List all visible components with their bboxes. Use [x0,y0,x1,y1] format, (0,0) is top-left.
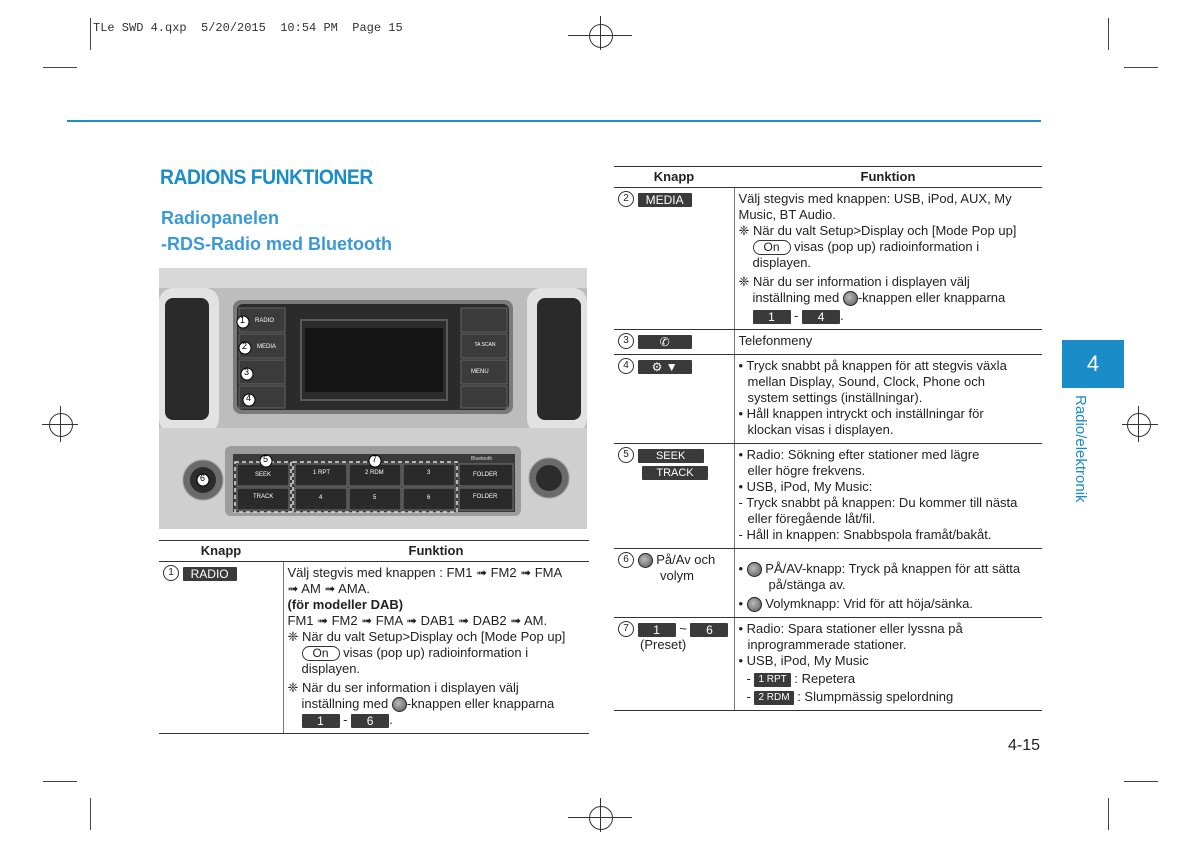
subtitle-rds: -RDS-Radio med Bluetooth [161,234,392,254]
panel-label-bluetooth: Bluetooth [471,456,493,462]
desc-line: FM1 ➟ FM2 ➟ FMA ➟ DAB1 ➟ DAB2 ➟ AM. [287,613,548,628]
desc-line: på/stänga av. [768,577,846,593]
table-row [614,549,1042,618]
panel-label-preset-3: 3 [427,470,431,476]
key-label: (Preset) [640,637,687,653]
radio-button-icon: RADIO [183,567,237,581]
desc-line: - Tryck snabbt på knappen: Du kommer till nästa [738,495,1018,511]
panel-label-media: MEDIA [257,344,277,350]
desc-line: Telefonmeny [738,333,813,349]
callout-7: 7 [372,454,378,464]
panel-label-preset-4: 4 [319,495,323,501]
volume-knob-icon [747,597,762,612]
table-row: 7 1 ~ 6 (Preset) • Radio: Spara stationer eller lyssna på inprogrammerade stationer. • USB, iPod, My Music - 1 RPT : Repetera - 2 RDM : Slumpmässig spelordning [614,618,1042,711]
panel-label-preset-1: 1 RPT [313,470,331,476]
desc-line: • Volymknapp: Vrid för att höja/sänka. [738,596,973,612]
panel-label-track: TRACK [253,494,274,500]
tune-knob-icon [843,291,858,306]
panel-label-radio: RADIO [255,318,275,324]
key-label: volym [660,568,694,584]
panel-label-preset-6: 6 [427,495,431,501]
preset-4-icon: 4 [802,310,840,324]
power-volume-knob-icon [638,553,653,568]
desc-line: ➟ AM ➟ AMA. [287,581,370,596]
print-header: TLe SWD 4.qxp 5/20/2015 10:54 PM Page 15 [93,21,403,35]
callout-6: 6 [200,473,206,483]
setup-gear-icon: ⚙ ▼ [638,360,692,374]
row-number: 2 [618,191,634,207]
note-line: ❈ När du ser information i displayen välj [738,274,970,289]
chapter-label: Radio/elektronik [1072,395,1089,503]
desc-line: • USB, iPod, My Music: [738,479,873,495]
desc-line: Välj stegvis med knappen: USB, iPod, AUX, My [738,191,1012,206]
preset-6-icon: 6 [351,714,389,728]
callout-4: 4 [246,393,252,403]
desc-line: - Håll in knappen: Snabbspola framåt/bakåt. [738,527,992,543]
desc-line: • Håll knappen intryckt och inställningar för [738,406,984,422]
left-function-table [159,540,589,734]
desc-line: klockan visas i displayen. [747,422,894,438]
row-number: 5 [618,447,634,463]
table-row [159,562,589,734]
callout-1: 1 [240,315,246,325]
preset-6-icon: 6 [690,623,728,637]
preset-1-icon: 1 [753,310,791,324]
note-line: displayen. [301,661,361,676]
rdm-button-icon: 2 RDM [754,691,793,705]
panel-label-folder-up: FOLDER [473,472,498,478]
panel-label-seek: SEEK [255,472,272,478]
right-function-table [614,166,1042,711]
note-line: ❈ När du ser information i displayen välj [287,680,519,695]
key-label: På/Av och [656,552,716,568]
top-rule [67,120,1041,122]
seek-button-icon: SEEK [638,449,704,463]
row-number: 6 [618,552,634,568]
row-number: 7 [618,621,634,637]
desc-line: • Tryck snabbt på knappen för att stegvis växla [738,358,1007,374]
subtitle-radiopanel: Radiopanelen [161,208,280,228]
desc-line: • Radio: Sökning efter stationer med lägre [738,447,980,463]
callout-5: 5 [263,454,269,464]
table-row [614,188,1042,330]
desc-line: Välj stegvis med knappen : FM1 ➟ FM2 ➟ FMA [287,565,563,580]
desc-line: (för modeller DAB) [287,597,404,612]
radio-panel-drawing [159,268,587,529]
note-line: ❈ När du valt Setup>Display och [Mode Pop up] [287,629,566,644]
row-number: 1 [163,565,179,581]
section-title: RADIONS FUNKTIONER [160,166,373,189]
desc-line: - 1 RPT : Repetera [746,671,856,687]
row-number: 4 [618,358,634,374]
desc-line: mellan Display, Sound, Clock, Phone och [747,374,985,390]
callout-3: 3 [244,367,250,377]
desc-line: - 2 RDM : Slumpmässig spelordning [746,689,954,705]
note-line: inställning med -knappen eller knapparna [752,290,1006,305]
preset-1-icon: 1 [302,714,340,728]
col-header-funktion: Funktion [734,167,1042,188]
radio-panel-photo [159,268,587,529]
power-knob-icon [747,562,762,577]
note-line: On visas (pop up) radioinformation i [288,645,586,661]
page-number: 4-15 [1008,737,1041,754]
callout-2: 2 [242,341,248,351]
table-row [614,330,1042,355]
note-line: ❈ När du valt Setup>Display och [Mode Pop up] [738,223,1017,238]
note-line: displayen. [752,255,812,270]
desc-line: system settings (inställningar). [747,390,923,406]
note-line: On visas (pop up) radioinformation i [739,239,1039,255]
media-button-icon: MEDIA [638,193,692,207]
preset-1-icon: 1 [638,623,676,637]
table-row [614,355,1042,444]
desc-line: Music, BT Audio. [738,207,836,222]
on-pill-icon: On [302,646,340,661]
desc-line: • PÅ/AV-knapp: Tryck på knappen för att sätta [738,561,1021,577]
col-header-funktion: Funktion [283,541,589,562]
panel-label-folder-down: FOLDER [473,494,498,500]
table-row [614,444,1042,549]
panel-label-preset-5: 5 [373,495,377,501]
chapter-tab: 4 [1062,340,1124,388]
on-pill-icon: On [753,240,791,255]
rpt-button-icon: 1 RPT [754,673,790,687]
col-header-knapp: Knapp [159,541,283,562]
track-button-icon: TRACK [642,466,708,480]
phone-icon: ✆ [638,335,692,349]
note-line: 1 - 6 . [288,712,586,728]
tune-knob-icon [392,697,407,712]
desc-line: • Radio: Spara stationer eller lyssna på [738,621,963,637]
desc-line: eller högre frekvens. [747,463,866,479]
desc-line: • USB, iPod, My Music [738,653,869,669]
panel-label-ta-scan: TA SCAN [474,342,496,348]
panel-label-preset-2: 2 RDM [365,470,384,476]
col-header-knapp: Knapp [614,167,734,188]
note-line: 1 - 4 . [739,308,1039,324]
note-line: inställning med -knappen eller knapparna [301,696,555,711]
panel-label-menu: MENU [471,369,489,375]
desc-line: eller föregående låt/fil. [747,511,876,527]
desc-line: inprogrammerade stationer. [747,637,907,653]
row-number: 3 [618,333,634,349]
